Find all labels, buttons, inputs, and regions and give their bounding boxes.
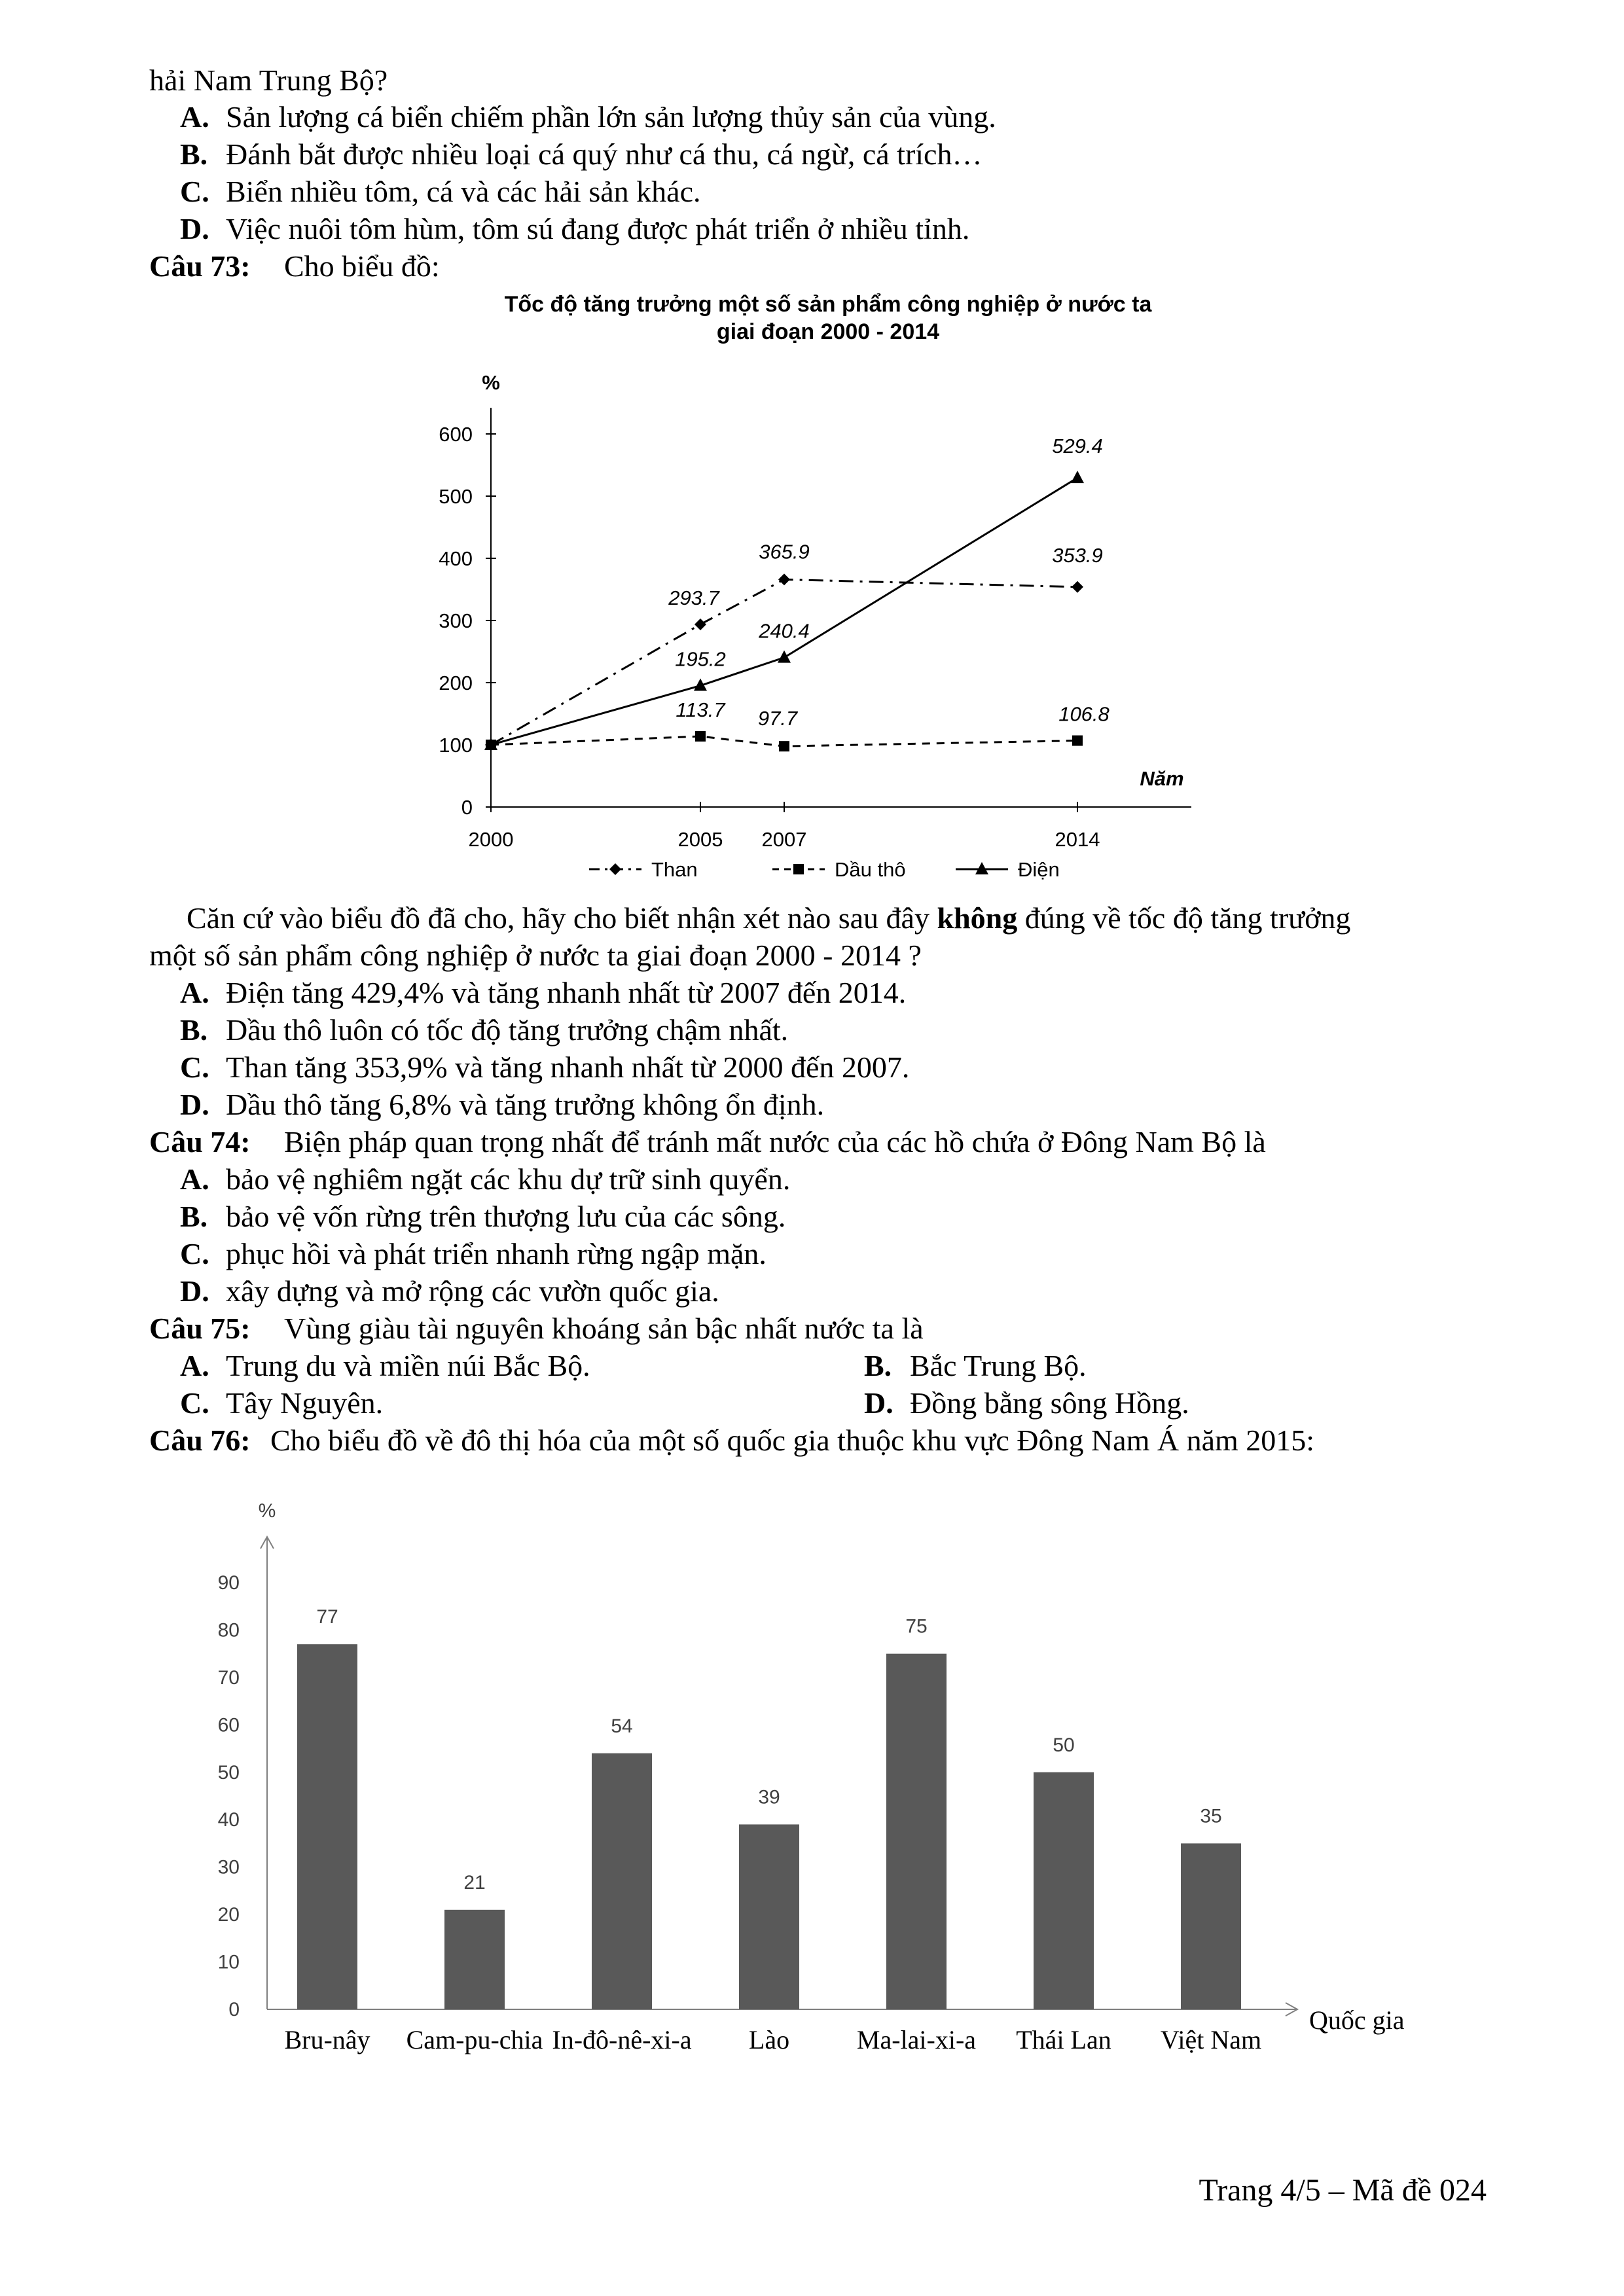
bar-value-label: 54 [611,1715,633,1737]
line-chart-x-tick-label: 2005 [677,828,723,851]
legend-marker [793,864,804,874]
q73-stem-line2: một số sản phẩm công nghiệp ở nước ta giai đoạn 2000 - 2014 ? [149,939,922,972]
line-data-label: 240.4 [759,619,810,643]
bar-chart-y-tick-label: 30 [217,1856,240,1878]
legend-label: Dầu thô [835,858,906,881]
bar-category-label: Lào [748,2025,790,2054]
line-data-label: 195.2 [675,647,726,671]
line-chart-title: Tốc độ tăng trưởng một số sản phẩm công nghiệp ở nước ta [504,292,1152,317]
q73-option-d: D. Dầu thô tăng 6,8% và tăng trưởng không ổn định. [180,1088,825,1121]
q73-header: Câu 73: Cho biểu đồ: [149,249,440,283]
q73-option-b: B. Dầu thô luôn có tốc độ tăng trưởng chậm nhất. [180,1013,789,1047]
legend-label: Than [651,858,698,881]
bar-value-label: 77 [316,1606,338,1628]
q73-option-a: A. Điện tăng 429,4% và tăng nhanh nhất từ 2007 đến 2014. [180,976,907,1009]
q73-stem-emphasis: không [937,901,1018,935]
q73-stem-line1: Căn cứ vào biểu đồ đã cho, hãy cho biết nhận xét nào sau đây không đúng về tốc độ tăng trưởng [187,901,1351,935]
line-data-label: 365.9 [759,540,810,564]
growth-line-chart [419,288,1270,890]
bar-value-label: 75 [905,1615,928,1638]
bar-chart-y-tick-label: 60 [217,1714,240,1736]
q74-option-b: B. bảo vệ vốn rừng trên thượng lưu của các sông. [180,1200,786,1233]
bar-category-label: Thái Lan [1016,2025,1111,2054]
q72-option-a: A. Sản lượng cá biển chiếm phần lớn sản lượng thủy sản của vùng. [180,100,996,134]
legend-marker [609,863,621,875]
bar [739,1824,799,2009]
bar-category-label: Bru-nây [284,2025,370,2054]
legend-label: Điện [1018,858,1060,881]
q75-option-b: B. Bắc Trung Bộ. [864,1349,1087,1382]
line-point [695,619,706,630]
line-point [1071,471,1084,483]
line-data-label: 97.7 [757,707,798,730]
urbanization-bar-chart [170,1486,1453,2075]
line-data-label: 353.9 [1052,543,1103,567]
line-data-label: 113.7 [676,698,725,721]
q76-header: Câu 76: Cho biểu đồ về đô thị hóa của một số quốc gia thuộc khu vực Đông Nam Á năm 2015: [149,1424,1315,1457]
line-point [778,573,790,585]
q75-option-a: A. Trung du và miền núi Bắc Bộ. [180,1349,590,1382]
bar [886,1654,947,2009]
line-point [778,651,791,663]
line-chart-y-tick-label: 400 [439,547,473,570]
line-chart-x-tick-label: 2000 [468,828,514,851]
line-chart-y-label: % [482,371,500,394]
line-point [1072,581,1083,593]
line-point [1072,736,1083,746]
bar-chart-y-tick-label: 40 [217,1809,240,1831]
line-data-label: 106.8 [1058,702,1110,726]
bar [444,1910,505,2009]
bar-chart-y-tick-label: 20 [217,1904,240,1926]
line-data-label: 529.4 [1052,435,1103,458]
q72-option-c: C. Biển nhiều tôm, cá và các hải sản khác. [180,175,701,208]
line-point [779,741,789,751]
line-chart-y-tick-label: 0 [461,796,473,819]
line-series-Điện [491,478,1077,745]
line-chart-x-tick-label: 2007 [761,828,807,851]
q74-option-c: C. phục hồi và phát triển nhanh rừng ngập mặn. [180,1237,767,1270]
bar-chart-x-label: Quốc gia [1309,2005,1405,2035]
q75-header: Câu 75: Vùng giàu tài nguyên khoáng sản bậc nhất nước ta là [149,1312,924,1345]
bar-value-label: 50 [1053,1734,1075,1756]
bar-chart-y-tick-label: 10 [217,1951,240,1973]
line-chart-y-tick-label: 500 [439,485,473,508]
q72-stem-tail: hải Nam Trung Bộ? [149,63,388,97]
q74-option-a: A. bảo vệ nghiêm ngặt các khu dự trữ sinh quyển. [180,1162,791,1196]
line-chart-subtitle: giai đoạn 2000 - 2014 [716,319,940,344]
bar [1181,1843,1241,2009]
q73-option-c: C. Than tăng 353,9% và tăng nhanh nhất từ 2000 đến 2007. [180,1050,910,1084]
bar-category-label: Cam-pu-chia [406,2025,543,2054]
bar-category-label: Việt Nam [1160,2025,1262,2054]
line-data-label: 293.7 [668,586,719,609]
bar [1034,1772,1094,2009]
q74-option-d: D. xây dựng và mở rộng các vườn quốc gia. [180,1274,719,1308]
bar-category-label: Ma-lai-xi-a [856,2025,977,2054]
bar [297,1644,357,2009]
line-point [695,731,706,742]
q74-header: Câu 74: Biện pháp quan trọng nhất để tránh mất nước của các hồ chứa ở Đông Nam Bộ là [149,1125,1266,1158]
line-chart-y-tick-label: 600 [439,423,473,446]
bar-chart-y-tick-label: 80 [217,1619,240,1641]
line-chart-y-tick-label: 300 [439,609,473,632]
q72-option-d: D. Việc nuôi tôm hùm, tôm sú đang được phát triển ở nhiều tỉnh. [180,212,970,245]
q75-option-c: C. Tây Nguyên. [180,1386,384,1420]
bar-chart-y-tick-label: 70 [217,1666,240,1689]
line-chart-x-tick-label: 2014 [1055,828,1100,851]
bar-chart-y-label: % [258,1500,276,1522]
bar-chart-y-tick-label: 50 [217,1761,240,1784]
bar-value-label: 21 [463,1871,486,1893]
page-footer: Trang 4/5 – Mã đề 024 [1199,2173,1487,2208]
line-chart-y-tick-label: 100 [439,734,473,757]
q75-option-d: D. Đồng bằng sông Hồng. [864,1386,1189,1420]
bar-category-label: In-đô-nê-xi-a [552,2025,692,2054]
bar-chart-y-tick-label: 90 [217,1572,240,1594]
q72-option-b: B. Đánh bắt được nhiều loại cá quý như cá thu, cá ngừ, cá trích… [180,137,983,171]
line-chart-x-label: Năm [1140,767,1184,790]
bar-value-label: 39 [758,1786,780,1808]
bar-chart-y-tick-label: 0 [228,1999,240,2020]
line-chart-y-tick-label: 200 [439,672,473,694]
bar-value-label: 35 [1200,1805,1222,1827]
bar [592,1753,652,2009]
